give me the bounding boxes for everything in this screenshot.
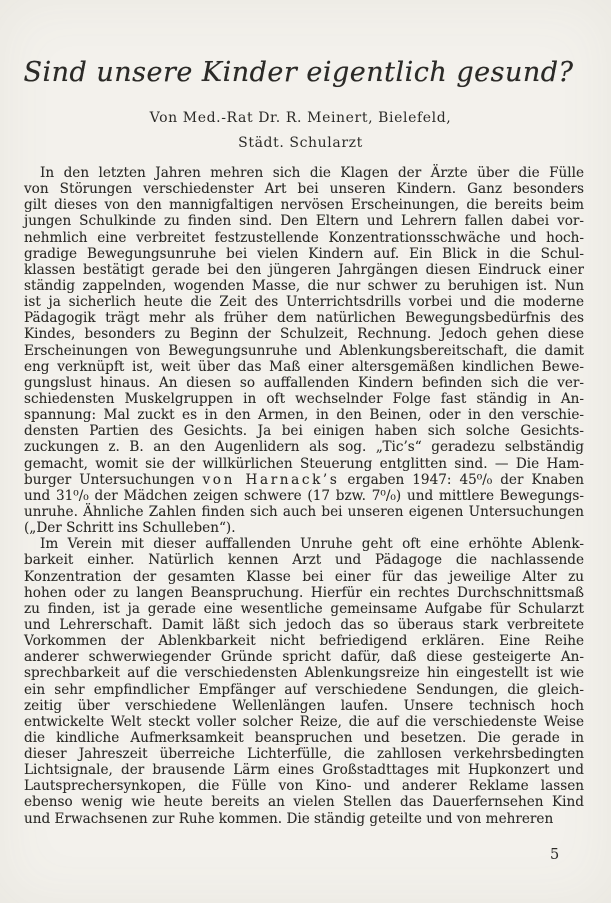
text-line: und 31⁰/₀ der Mädchen zeigen schwere (17 bzw. 7⁰/₀) und mittlere Bewegungs- [24,487,584,504]
text-line: Vorkommen der Ablenkbarkeit nicht befriedigend erklären. Eine Reihe [24,633,584,650]
byline-role: Städt. Schularzt [238,135,363,151]
text-line: zuckungen z. B. an den Augenlidern als sog. „Tic’s“ geradezu selbständig [24,439,584,456]
text-line: gilt dieses von den mannigfaltigen nervösen Erscheinungen, die bereits beim [24,197,584,214]
text-line: und Lehrerschaft. Damit läßt sich jedoch das so überaus stark verbreitete [24,616,584,633]
text-line: Konzentration der gesamten Klasse bei einer für das jeweilige Alter zu [24,568,584,585]
byline: Von Med.-Rat Dr. R. Meinert, Bielefeld, [149,110,452,126]
text-line: entwickelte Welt steckt voller solcher Reize, die auf die verschiedenste Weise [24,713,584,730]
text-line: Im Verein mit dieser auffallenden Unruhe geht oft eine erhöhte Ablenk- [40,536,584,553]
text-line: dieser Jahreszeit überreiche Lichterfülle, die zahllosen verkehrsbedingten [24,746,584,763]
text-line: Lautsprechersynkopen, die Fülle von Kino- und anderer Reklame lassen [24,778,584,795]
text-line: ebenso wenig wie heute bereits an vielen Stellen das Dauerfernsehen Kind [24,794,584,811]
letterspaced-phrase: von Harnack’s [202,471,340,488]
text-line: ist ja sicherlich heute die Zeit des Unterrichtsdrills vorbei und die moderne [24,294,584,311]
article-body [24,165,584,827]
text-line: Lichtsignale, der brausende Lärm eines Großstadttages mit Hupkonzert und [24,762,584,779]
text-line: Erscheinungen von Bewegungsunruhe und Ablenkungsbereitschaft, die damit [24,342,584,359]
text-line: schiedensten Muskelgruppen in oft wechselnder Folge fast ständig in An- [24,390,584,407]
text-line: gemacht, womit sie der willkürlichen Steuerung entglitten sind. — Die Ham- [24,455,584,472]
text-line: jungen Schulkinde zu finden sind. Den Eltern und Lehrern fallen dabei vor- [24,213,584,230]
text-line: densten Partien des Gesichts. Ja bei einigen haben sich solche Gesichts- [24,423,584,440]
text-line: In den letzten Jahren mehren sich die Klagen der Ärzte über die Fülle [40,165,584,181]
text-line: unruhe. Ähnliche Zahlen finden sich auch bei unseren eigenen Untersuchungen [24,503,584,520]
text-line: barkeit einher. Natürlich kennen Arzt und Pädagoge die nachlassende [24,552,584,569]
text-line: sprechbarkeit auf die verschiedensten Ablenkungsreize hin eingestellt ist wie [24,665,584,682]
text-line: von Störungen verschiedenster Art bei unseren Kindern. Ganz besonders [24,181,584,198]
text-line: hohen oder zu langen Beanspruchung. Hierfür ein rechtes Durchschnittsmaß [24,584,584,601]
text-line: ein sehr empfindlicher Empfänger auf verschiedene Sendungen, die gleich- [24,681,584,698]
text-line: klassen bestätigt gerade bei den jüngeren Jahrgängen diesen Eindruck einer [24,261,584,278]
text-line: Pädagogik trägt mehr als früher dem natürlichen Bewegungsbedürfnis des [24,310,584,327]
text-line: zeitig über verschiedene Wellenlängen laufen. Unsere technisch hoch [24,697,584,714]
text-line: zu finden, ist ja gerade eine wesentliche gemeinsame Aufgabe für Schularzt [24,600,584,617]
text-line: nehmlich eine verbreitet festzustellende Konzentrationsschwäche und hoch- [24,229,584,246]
text-line: spannung: Mal zuckt es in den Armen, in den Beinen, oder in den verschie- [24,407,584,424]
text-line: ständig zappelnden, wogenden Masse, die nur schwer zu beruhigen ist. Nun [24,277,584,294]
text-line: gradige Bewegungsunruhe bei vielen Kindern auf. Ein Blick in die Schul- [24,245,584,262]
paragraph [24,536,584,827]
text-line: Kindes, besonders zu Beginn der Schulzeit, Rechnung. Jedoch gehen diese [24,326,584,343]
page-title: Sind unsere Kinder eigentlich gesund? [23,57,574,88]
paragraph [24,165,584,536]
text-line: anderer schwerwiegender Gründe spricht dafür, daß diese gesteigerte An- [24,649,584,666]
text-line: burger Untersuchungen von Harnack’s ergaben 1947: 45⁰/₀ der Knaben [24,471,584,488]
page-number: 5 [550,847,560,863]
text-line: die kindliche Aufmerksamkeit beanspruchen und besetzen. Die gerade in [24,729,584,746]
text-line: und Erwachsenen zur Ruhe kommen. Die ständig geteilte und von mehreren [24,810,554,827]
text-line: eng verknüpft ist, weit über das Maß einer altersgemäßen kindlichen Bewe- [24,358,584,375]
text-line: gungslust hinaus. An diesen so auffallenden Kindern befinden sich die ver- [24,374,584,391]
text-line: („Der Schritt ins Schulleben“). [24,520,236,537]
